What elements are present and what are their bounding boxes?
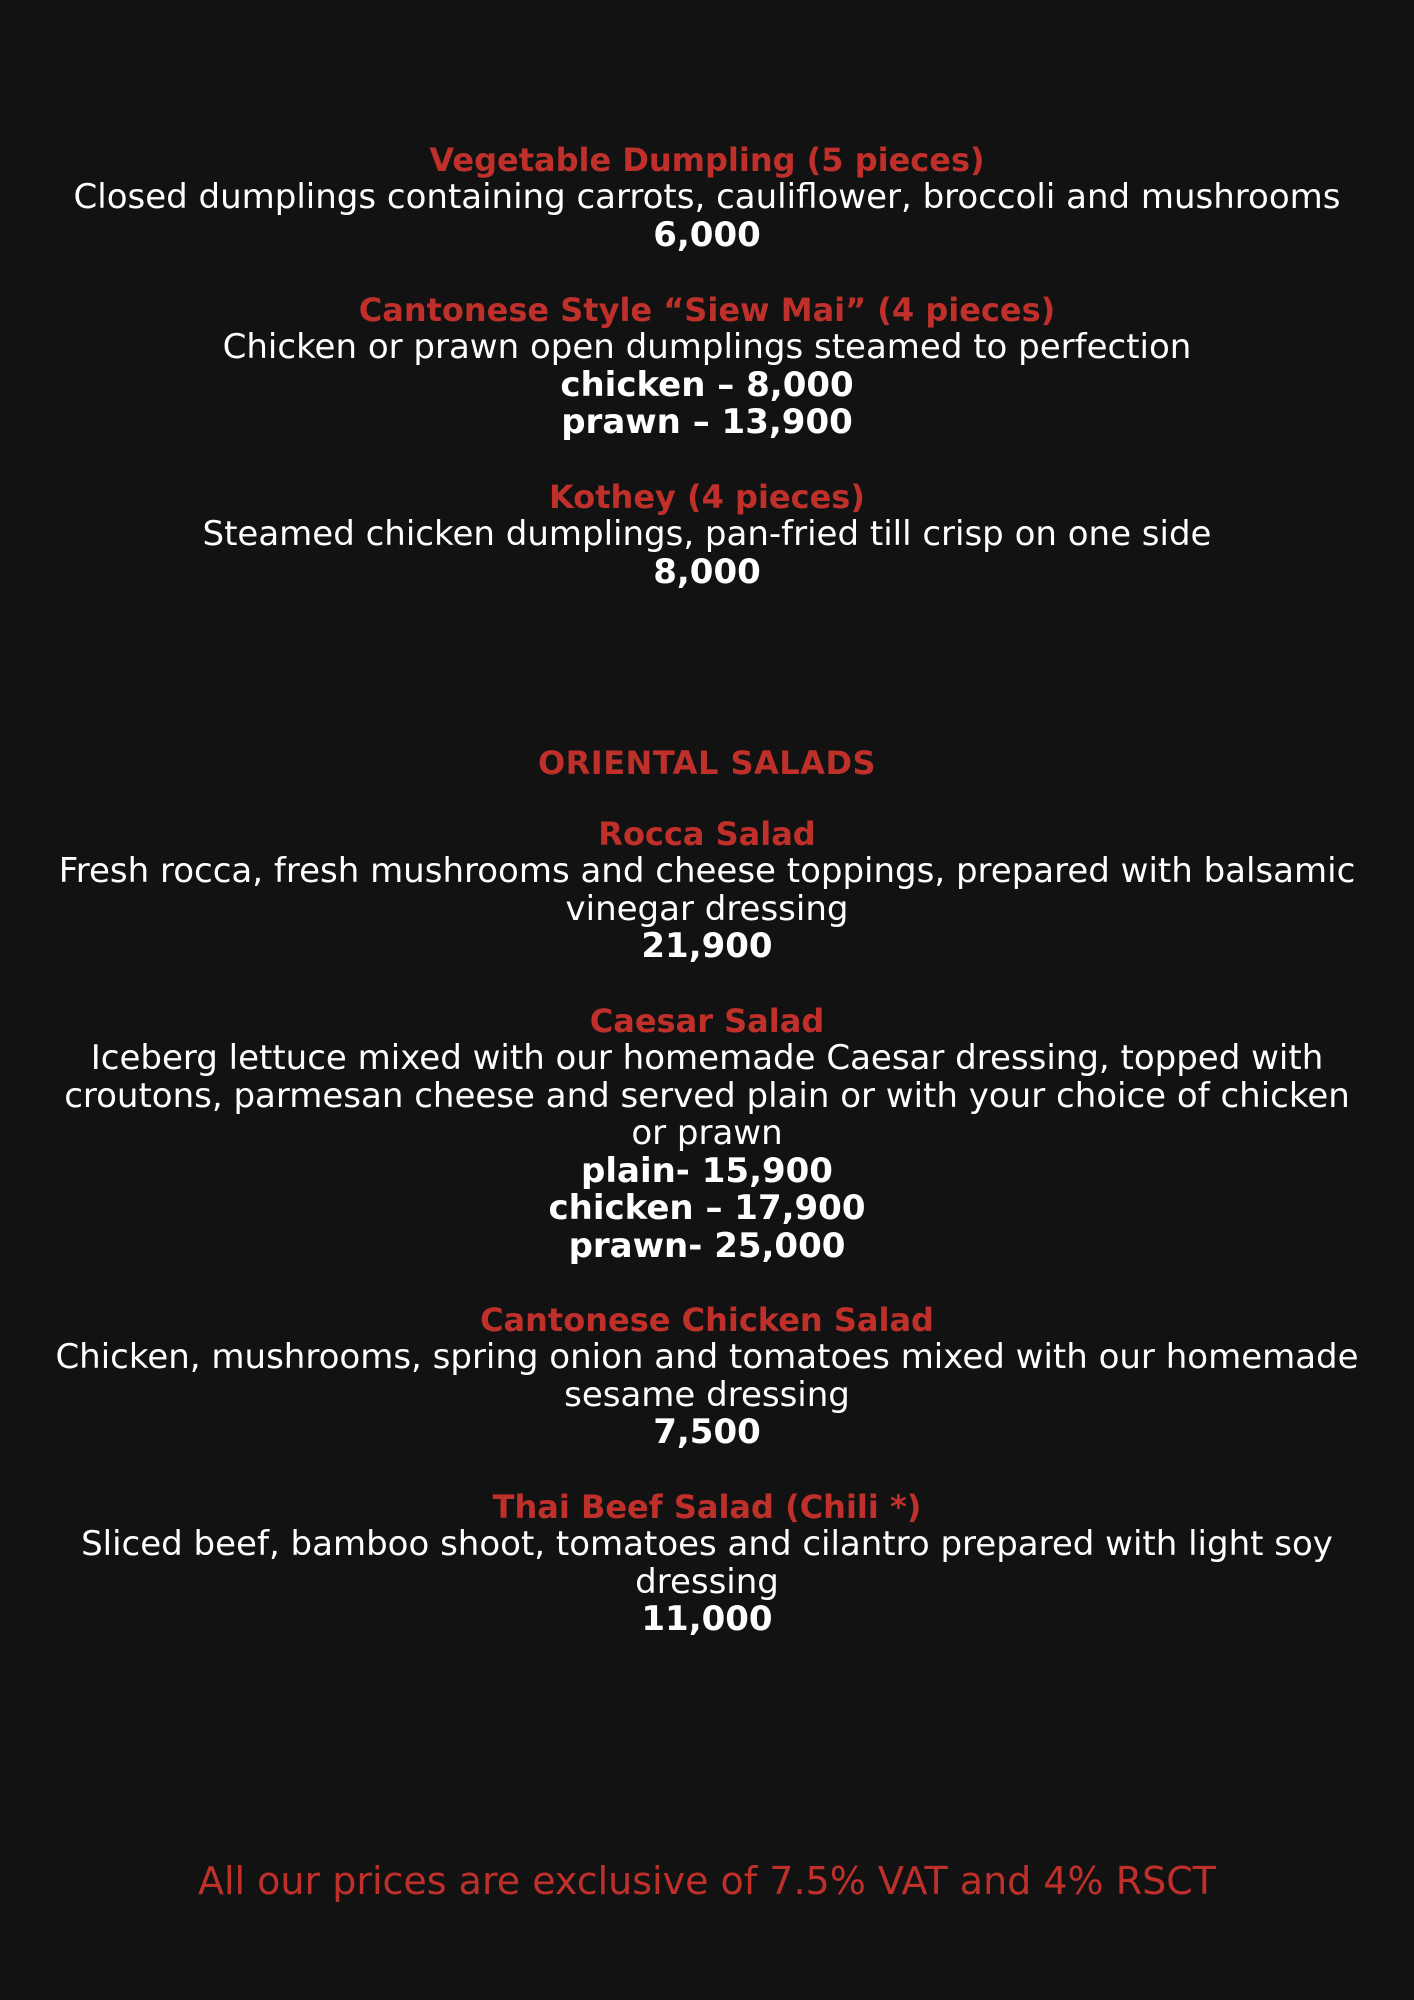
menu-item-siew-mai <box>50 292 1364 442</box>
item-price: prawn- 25,000 <box>568 1225 846 1266</box>
item-name: Vegetable Dumpling (5 pieces) <box>429 141 985 179</box>
item-description: Steamed chicken dumplings, pan-fried till crisp on one side <box>202 514 1212 554</box>
item-name: Cantonese Chicken Salad <box>480 1301 934 1339</box>
menu-item-cantonese-chicken-salad <box>50 1302 1364 1452</box>
vat-footer-note: All our prices are exclusive of 7.5% VAT and 4% RSCT <box>197 1859 1216 1903</box>
item-name: Kothey (4 pieces) <box>549 478 865 516</box>
menu-item-kothey <box>50 479 1364 591</box>
item-price: 11,000 <box>641 1599 773 1639</box>
menu-item-caesar-salad <box>50 1003 1364 1265</box>
item-description: Fresh rocca, fresh mushrooms and cheese toppings, prepared with balsamic vinegar dressing <box>58 851 1356 929</box>
menu-item-thai-beef-salad <box>50 1489 1364 1639</box>
menu-item-vegetable-dumpling <box>50 142 1364 254</box>
item-description: Chicken, mushrooms, spring onion and tomatoes mixed with our homemade sesame dressing <box>55 1337 1359 1415</box>
menu-item-rocca-salad <box>50 816 1364 966</box>
item-price: prawn – 13,900 <box>561 402 853 442</box>
item-price: 8,000 <box>653 551 761 592</box>
item-description: Chicken or prawn open dumplings steamed to perfection <box>222 327 1192 367</box>
item-price: 21,900 <box>641 926 773 966</box>
item-name: Caesar Salad <box>589 1002 825 1040</box>
item-price: chicken – 8,000 <box>560 364 854 405</box>
item-name: Thai Beef Salad (Chili *) <box>492 1488 922 1526</box>
item-name: Rocca Salad <box>598 815 816 853</box>
item-name: Cantonese Style “Siew Mai” (4 pieces) <box>358 291 1056 329</box>
item-price: plain- 15,900 <box>581 1150 833 1191</box>
item-description: Sliced beef, bamboo shoot, tomatoes and cilantro prepared with light soy dressing <box>81 1524 1333 1602</box>
item-description: Iceberg lettuce mixed with our homemade Caesar dressing, topped with croutons, parmesan cheese and served plain or with your choice of chicken or prawn <box>64 1038 1350 1153</box>
item-price: chicken – 17,900 <box>548 1188 866 1228</box>
item-price: 6,000 <box>653 214 761 255</box>
item-price: 7,500 <box>653 1412 761 1452</box>
section-title: ORIENTAL SALADS <box>537 744 877 782</box>
item-description: Closed dumplings containing carrots, cauliflower, broccoli and mushrooms <box>73 177 1341 217</box>
